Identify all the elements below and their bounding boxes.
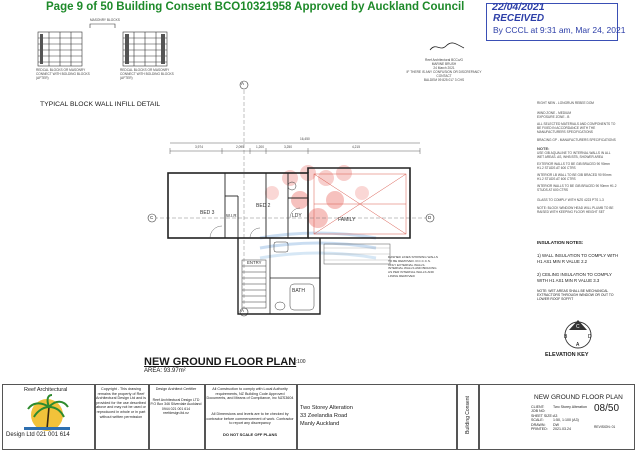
signature-line: MARINE BRUSH [431,62,457,66]
dim-top-3: 1,200 [256,145,264,149]
sheet-meta-labels [531,405,553,431]
detail-top-label: MASONRY BLOCKS [90,18,120,22]
room-entry: ENTRY [247,260,262,265]
meta-label: DRAWN: [531,422,546,427]
note-bracing: BRACING GP - MANUFACTURERS SPECIFICATIONS [537,138,616,142]
room-bath: BATH [292,288,305,294]
sheet-number: 08/50 [594,403,620,414]
meta-value: Two Storey Alteration [553,405,587,409]
sheet-meta-values [553,405,587,431]
signature-line: BALDEM 09 825 017 3 CHS [423,78,465,82]
svg-text:C: C [576,324,580,330]
note-gib2: EXTERIOR WALLS TO BE GIB BRACED 90 90mm H1.2 STUDS AT 600 CTRS [537,162,610,170]
note-window: NOTE: BLOCK WINDOW HEAD WILL PLUMB TO BE RAISED WITH KEEPING FLOOR HEIGHT SET [537,206,614,214]
compliance-text: All Construction to comply with Local Authority requirements, NZ Building Code Approved Documents, and Means of Compliance, inc NZS3604 [206,387,294,401]
note-materials: ALL SELECTED MATERIALS AND COMPONENTS TO BE FIXED IN ACCORDANCE WITH THE MANUFACTURERS SPECIFICATIONS [537,122,616,134]
project-line: Manly Auckland [300,421,340,427]
company-name: Reef Architectural [24,387,68,393]
meta-label: SCALE: [531,418,544,423]
meta-label: SHEET SIZE: [531,413,553,418]
note-exposure: EXPOSURE ZONE - B [537,115,570,119]
designer-label: Design Architect Certifier [155,387,197,391]
dim-top-4: 3,250 [284,145,292,149]
note-wind: WIND ZONE - MEDIUM [537,111,571,115]
insulation-3: NOTE: WET AREAS SHALL BE MECHANICAL EXTRACTORS THROUGH WINDOW OR OUT TO LOWER ROOF SOFFIT [537,289,614,302]
plan-title: NEW GROUND FLOOR PLAN [144,356,297,368]
signature-line: 24 March 2021 [433,66,455,70]
note-gib3: INTERIOR LB WALL TO BE GIB BRACED 90 90mm H1.2 STUDS AT 600 CTRS [537,173,612,181]
note-site: RIGHT NEW - LONGRUN REBEE DOM [537,101,594,105]
detail-caption: TYPICAL BLOCK WALL INFILL DETAIL [40,101,161,108]
note-glass: GLASS TO COMPLY WITH NZS 4223 PTS 1-3 [537,198,604,202]
signature-line: Reef Architectural BCCo/G [425,58,463,62]
grid-label-a-top: A [241,81,245,86]
svg-text:A: A [576,342,580,348]
insulation-head: INSULATION NOTES: [537,240,584,245]
insulation-1: 1) WALL INSULATION TO COMPLY WITH H1 AS1 MIN R VALUE 2.2 [537,253,619,264]
right-notes [537,101,617,214]
dim-top-5: 4,215 [352,145,360,149]
project-line: 33 Zeelandia Road [300,413,348,419]
room-ldy: LDY [292,213,302,219]
signature-line: IF THERE IS ANY CONFUSION OR DISCREPANCY CONTACT [406,70,482,78]
elevation-key-label: ELEVATION KEY [545,352,589,358]
designer-detail: Reef Architectural Design LTD P.O Box 346 Silverdale Auckland 0944 021 001 614 reefdesign.ltd.nz [150,398,202,416]
grid-label-d: D [428,215,432,220]
dim-top-2: 2,095 [236,145,244,149]
dim-top-1: 3,974 [195,145,203,149]
grid-label-c: C [150,215,154,220]
svg-text:D: D [588,334,592,340]
note-gib-head: NOTE: [537,146,550,151]
meta-label: JOB NO: [531,409,546,414]
stamp-date: 22/04/2021 [492,1,545,13]
dims-note: All Dimensions and levels are to be checked by contractor before commencement of work. Contractor to report any discrepancy [206,412,294,426]
note-gib4: INTERIOR WALLS TO BE GIB BRACED 90 90mm H1.2 STUDS AT 600 CTRS [537,184,617,192]
designer-cell [148,384,206,450]
approval-header-text: Page 9 of 50 Building Consent BCO10321958 Approved by Auckland Council [46,1,465,13]
detail-left-note: REDCAL BLOCKS OR MASONRY CONNECT WITH BOLDING BLOCKS (AFTER) [36,68,90,80]
revision: REVISION: 01 [594,425,616,429]
project-address [300,404,353,428]
svg-text:B: B [564,334,568,340]
stage-label: Building Consent [465,396,471,434]
no-scale-note: DO NOT SCALE OFF PLANS [223,432,277,437]
stamp-title: RECEIVED [493,13,545,24]
palm-tree-logo-icon [20,393,74,431]
room-bed3: BED 3 [200,210,215,216]
stamp-line: By CCCL at 9:31 am, Mar 24, 2021 [493,25,626,35]
elevation-key-symbol [550,318,606,352]
company-phone: Design Ltd 021 001 614 [6,432,70,438]
designer-signature [428,40,468,54]
ground-floor-plan-drawing [140,78,440,356]
insulation-notes [537,240,622,301]
meta-value: 2021.03.24 [553,427,571,432]
plan-area: AREA: 93.97m² [144,368,186,374]
plan-scale: 1:100 [293,359,306,365]
meta-value: A3 [553,413,558,418]
room-family: FAMILY [338,217,356,223]
demolition-note: DASHED LINES SHOWING WALLS TO BE REMOVED. R.C.C.C.S. ONLY EXTERNAL WALLS. INTERNAL WALLS AND BRACING AS PER INTERNAL WALLS AND LINING REMOVED [388,255,438,278]
detail-right-note: REDCAL BLOCKS OR MASONRY CONNECT WITH BOLDING BLOCKS (AFTER) [120,68,174,80]
copyright-text: Copyright - This drawing remains the property of Reef Architectural Design Ltd and is provided for the use described above and may not be used or reproduced in whole or in part without written permission [96,387,147,419]
grid-label-a-bottom: A [241,308,245,313]
insulation-2: 2) CEILING INSULATION TO COMPLY WITH H1 AS1 MIN R VALUE 3.3 [537,272,612,283]
project-line: Two Storey Alteration [300,405,353,411]
room-bed2: BED 2 [256,203,271,209]
meta-value: DW [553,422,559,427]
room-wir: W.I.R [226,213,237,218]
sheet-title: NEW GROUND FLOOR PLAN [534,394,623,401]
meta-label: PRINTED: [531,427,548,432]
note-gib1: USE GIB AQUALINE TO INTERNAL WALLS IN ALL WET AREAS. AS, WHB BTB, SHOWER AREA [537,151,611,159]
dim-overall: 16,450 [300,137,310,141]
meta-value: 1:50, 1:100 (A3) [553,418,579,423]
meta-label: CLIENT: [531,405,545,409]
